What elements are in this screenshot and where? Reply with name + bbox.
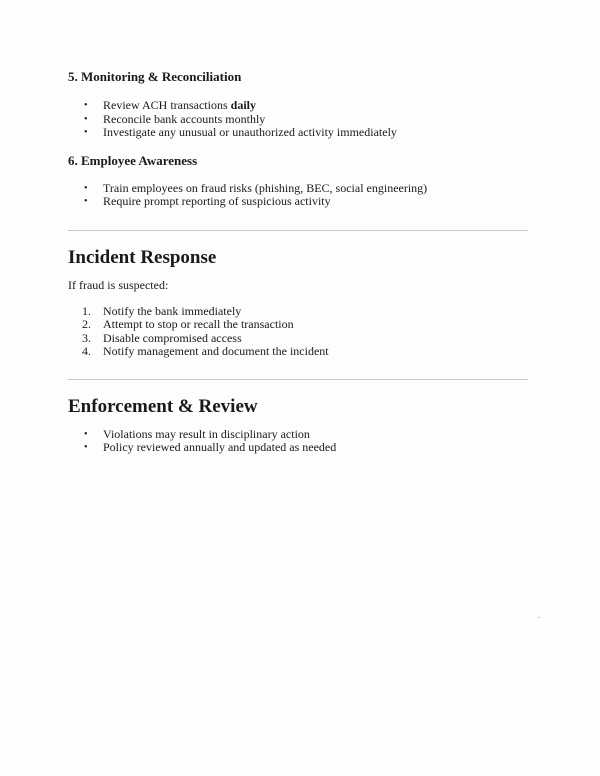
section-heading-employee-awareness: 6. Employee Awareness: [68, 152, 198, 168]
list-item: 3. Disable compromised access: [82, 330, 242, 345]
list-item: • Review ACH transactions daily: [68, 99, 528, 113]
list-item: • Policy reviewed annually and updated as needed: [68, 441, 528, 455]
scan-speck: [538, 617, 540, 618]
list-item: • Train employees on fraud risks (phishing, BEC, social engineering): [68, 182, 528, 196]
horizontal-divider: [68, 230, 528, 231]
incident-intro: If fraud is suspected:: [68, 277, 169, 292]
list-item: 2. Attempt to stop or recall the transaction: [82, 317, 294, 331]
enforcement-list: [68, 428, 528, 455]
employee-awareness-list: [68, 182, 528, 209]
section-heading-monitoring: 5. Monitoring & Reconciliation: [68, 69, 242, 84]
incident-steps-list: [68, 305, 528, 359]
section-heading-enforcement-review: Enforcement & Review: [68, 395, 258, 417]
monitoring-list: [68, 99, 528, 140]
list-item: • Investigate any unusual or unauthorized activity immediately: [68, 126, 528, 140]
section-heading-incident-response: Incident Response: [68, 246, 217, 268]
document-content: [68, 68, 528, 455]
list-item: • Reconcile bank accounts monthly: [68, 113, 528, 127]
horizontal-divider: [68, 379, 528, 380]
list-item: 1. Notify the bank immediately: [82, 303, 242, 318]
list-item: 4. Notify management and document the incident: [82, 344, 329, 358]
emphasis-daily: daily: [230, 98, 256, 112]
list-item: • Require prompt reporting of suspicious activity: [68, 195, 528, 209]
list-item: • Violations may result in disciplinary action: [68, 428, 528, 442]
